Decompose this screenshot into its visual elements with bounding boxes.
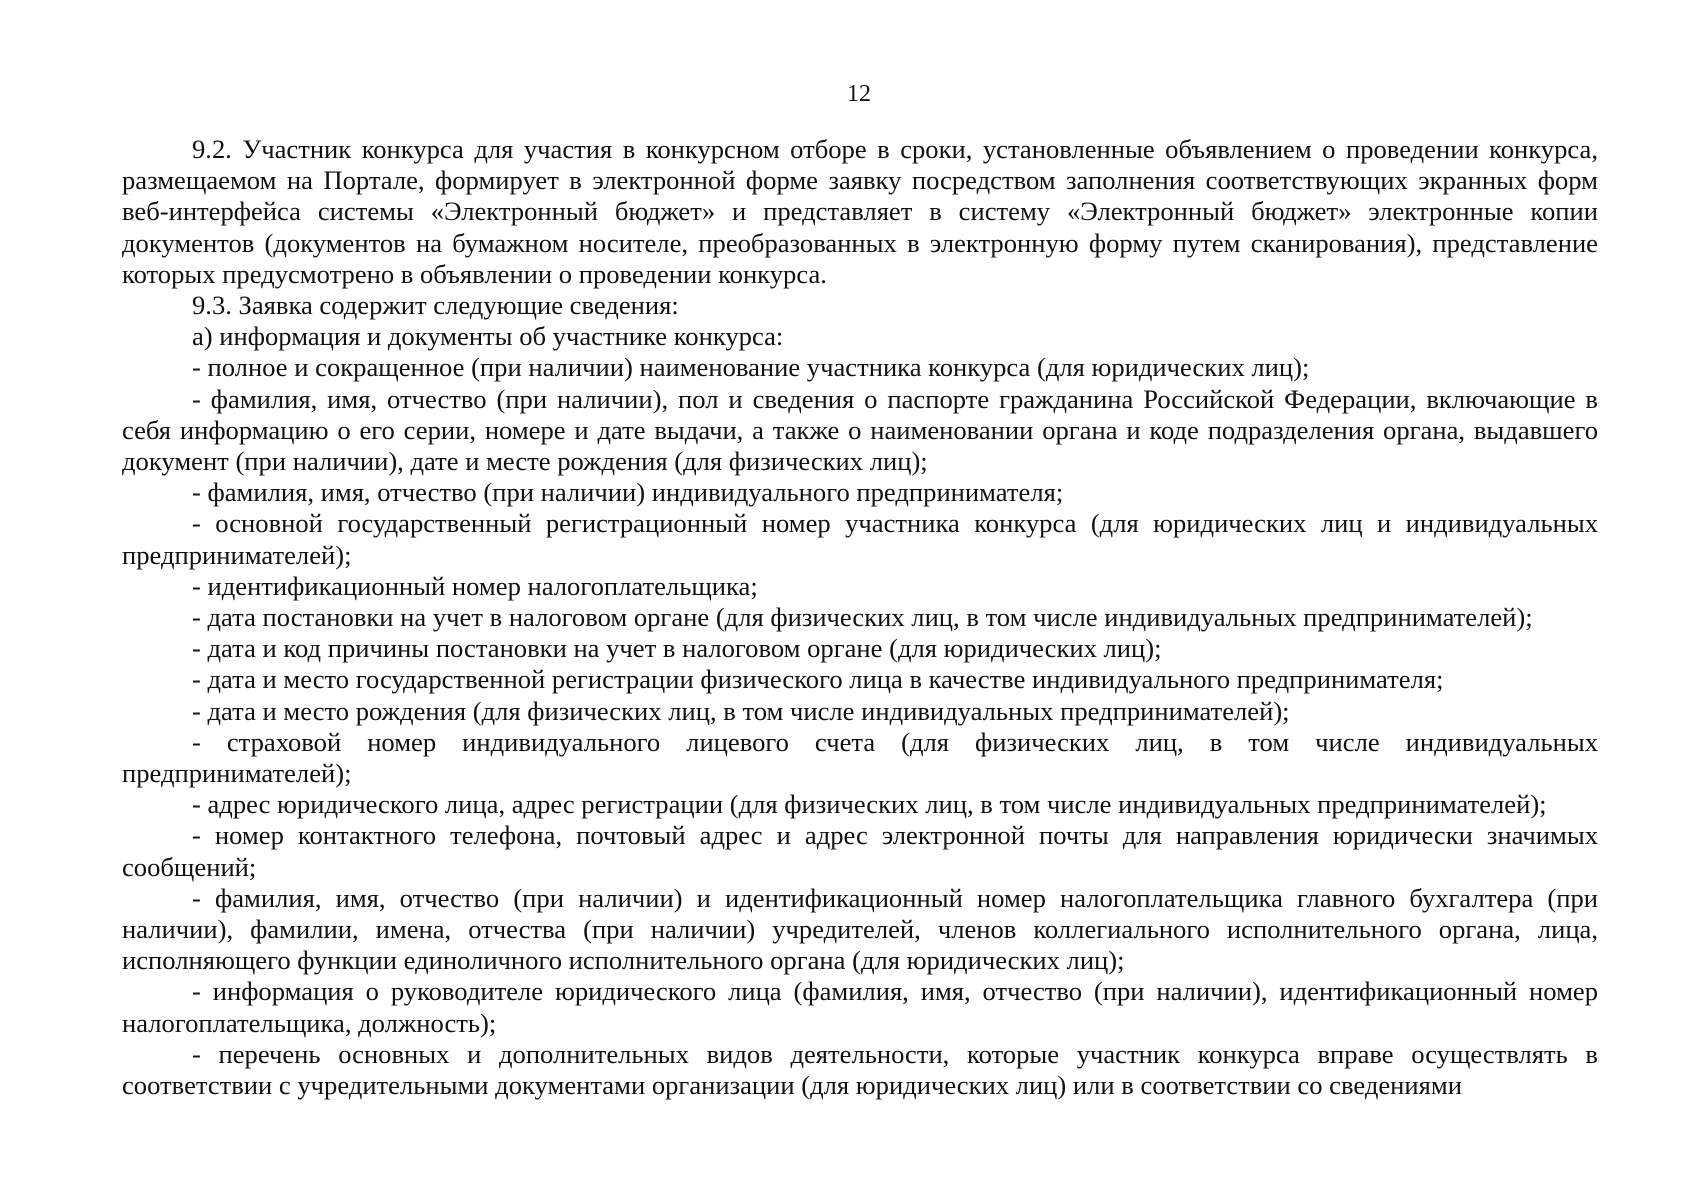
list-item: - дата и место рождения (для физических лиц, в том числе индивидуальных предпринимателей); (192, 695, 1290, 726)
list-item: - идентификационный номер налогоплательщика; (192, 570, 758, 601)
paragraph-item-a: а) информация и документы об участнике конкурса: (192, 321, 784, 352)
list-item: - основной государственный регистрационный номер участника конкурса (для юридических лиц и индивидуальных предпринимателей); (122, 508, 1598, 570)
list-item: - дата постановки на учет в налоговом органе (для физических лиц, в том числе индивидуальных предпринимателей); (192, 602, 1533, 633)
list-item: - номер контактного телефона, почтовый адрес и адрес электронной почты для направления юридически значимых сообщений; (122, 820, 1598, 882)
list-item: - информация о руководителе юридического лица (фамилия, имя, отчество (при наличии), идентификационный номер налогоплательщика, должность); (122, 976, 1598, 1038)
list-item: - фамилия, имя, отчество (при наличии), пол и сведения о паспорте гражданина Российской Федерации, включающие в себя информацию о его серии, номере и дате выдачи, а также о наименовании органа и коде подразделения органа, выдавшего документ (при наличии), дате и месте рождения (для физических лиц); (122, 383, 1598, 477)
page-number: 12 (847, 81, 871, 107)
list-item: - фамилия, имя, отчество (при наличии) и идентификационный номер налогоплательщика главного бухгалтера (при наличии), фамилии, имена, отчества (при наличии) учредителей, членов коллегиального исполнительного органа, лица, исполняющего функции единоличного исполнительного органа (для юридических лиц); (122, 882, 1598, 976)
list-item: - фамилия, имя, отчество (при наличии) индивидуального предпринимателя; (192, 477, 1064, 508)
list-item: - полное и сокращенное (при наличии) наименование участника конкурса (для юридических лиц); (192, 352, 1310, 383)
list-item: - дата и место государственной регистрации физического лица в качестве индивидуального предпринимателя; (192, 664, 1444, 695)
list-item: - дата и код причины постановки на учет в налоговом органе (для юридических лиц); (192, 633, 1162, 664)
list-item: - адрес юридического лица, адрес регистрации (для физических лиц, в том числе индивидуальных предпринимателей); (192, 789, 1547, 820)
paragraph-9-3: 9.3. Заявка содержит следующие сведения: (192, 290, 679, 321)
list-item: - перечень основных и дополнительных видов деятельности, которые участник конкурса вправе осуществлять в соответствии с учредительными документами организации (для юридических лиц) или в соответствии со сведениями (122, 1038, 1598, 1101)
list-item: - страховой номер индивидуального лицевого счета (для физических лиц, в том числе индивидуальных предпринимателей); (122, 726, 1598, 789)
document-body (122, 134, 1598, 1101)
paragraph-9-2: 9.2. Участник конкурса для участия в конкурсном отборе в сроки, установленные объявлением о проведении конкурса, размещаемом на Портале, формирует в электронной форме заявку посредством заполнения соответствующих экранных форм веб-интерфейса системы «Электронный бюджет» и представляет в систему «Электронный бюджет» электронные копии документов (документов на бумажном носителе, преобразованных в электронную форму путем сканирования), представление которых предусмотрено в объявлении о проведении конкурса. (122, 134, 1598, 289)
